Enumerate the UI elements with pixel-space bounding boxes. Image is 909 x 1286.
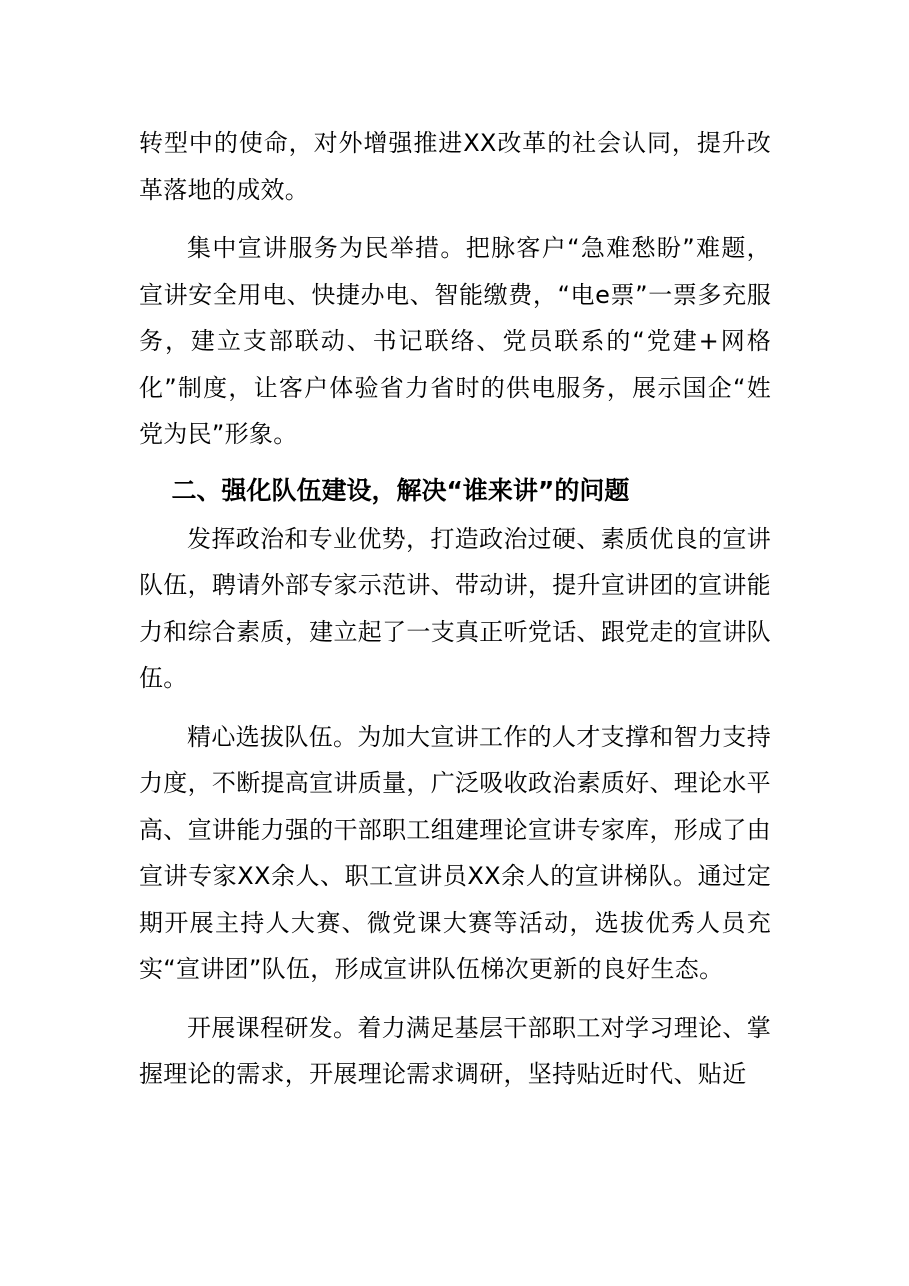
paragraph-service-measures: 集中宣讲服务为民举措。把脉客户“急难愁盼”难题，宣讲安全用电、快捷办电、智能缴费，“电e票”一票多充服务，建立支部联动、书记联络、党员联系的“党建+网格化”制度，让客户体验省力省时的供电服务，展示国企“姓党为民”形象。 [139, 234, 771, 448]
paragraph-continuation: 转型中的使命，对外增强推进XX改革的社会认同，提升改革落地的成效。 [139, 129, 771, 204]
document-page [139, 120, 771, 1098]
paragraph-course-development: 开展课程研发。着力满足基层干部职工对学习理论、掌握理论的需求，开展理论需求调研，坚持贴近时代、贴近 [139, 1013, 771, 1088]
paragraph-team-advantages: 发挥政治和专业优势，打造政治过硬、素质优良的宣讲队伍，聘请外部专家示范讲、带动讲，提升宣讲团的宣讲能力和综合素质，建立起了一支真正听党话、跟党走的宣讲队伍。 [139, 524, 771, 692]
section-heading: 二、强化队伍建设，解决“谁来讲”的问题 [171, 475, 630, 505]
paragraph-team-selection: 精心选拔队伍。为加大宣讲工作的人才支撑和智力支持力度，不断提高宣讲质量，广泛吸收政治素质好、理论水平高、宣讲能力强的干部职工组建理论宣讲专家库，形成了由宣讲专家XX余人、职工宣讲员XX余人的宣讲梯队。通过定期开展主持人大赛、微党课大赛等活动，选拔优秀人员充实“宣讲团”队伍，形成宣讲队伍梯次更新的良好生态。 [139, 722, 771, 983]
